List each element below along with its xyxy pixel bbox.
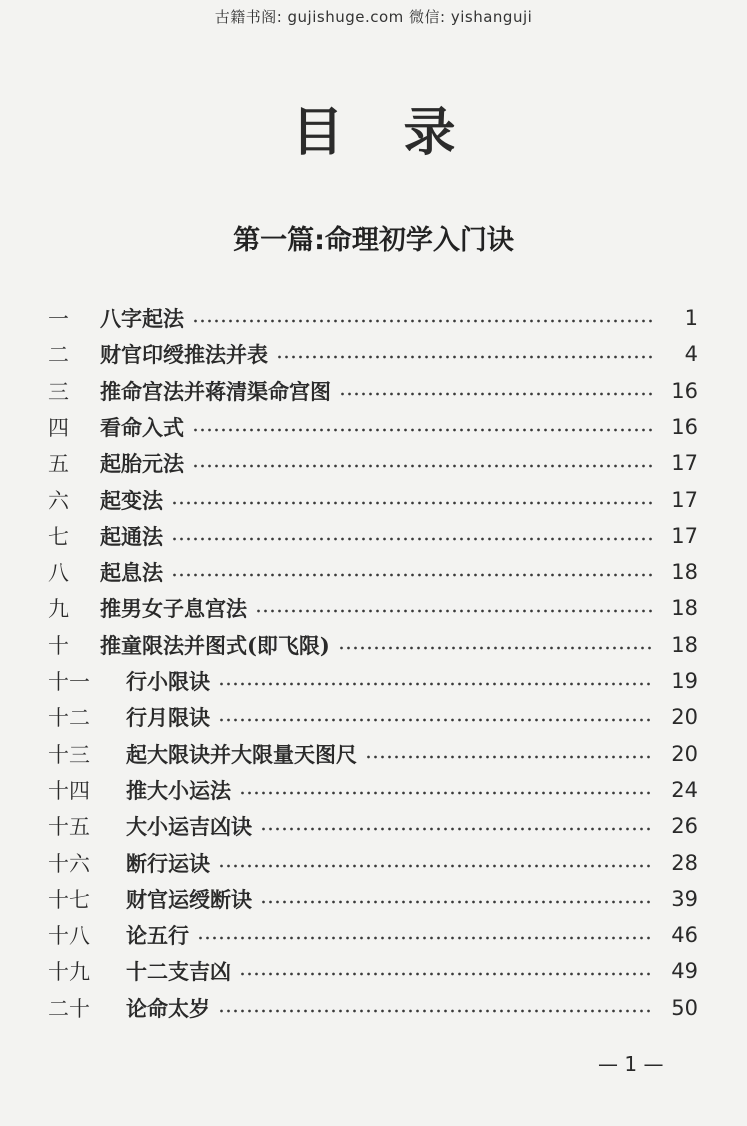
dot-leader — [197, 936, 654, 940]
dot-leader — [192, 428, 654, 432]
toc-entry-number: 二十 — [48, 996, 90, 1021]
toc-entry[interactable] — [48, 772, 698, 808]
toc-entry[interactable] — [48, 990, 698, 1026]
toc-entry-number: 九 — [48, 597, 69, 622]
toc-entry-number: 十七 — [48, 887, 90, 912]
toc-entry[interactable] — [48, 518, 698, 554]
toc-entry-number: 十一 — [48, 670, 90, 694]
dot-leader — [239, 972, 654, 976]
dot-leader — [339, 392, 654, 396]
toc-entry-title: 起通法 — [100, 523, 163, 549]
toc-entry[interactable] — [48, 482, 698, 518]
toc-entry-title: 看命入式 — [100, 414, 184, 440]
toc-entry-page: 20 — [671, 705, 698, 730]
toc-entry-page: 18 — [671, 560, 698, 585]
dot-leader — [192, 319, 654, 323]
toc-entry-page: 20 — [671, 741, 698, 766]
toc-entry-title: 起胎元法 — [100, 451, 184, 477]
toc-entry-page: 18 — [671, 632, 698, 657]
toc-entry-title: 推童限法并图式(即飞限) — [100, 632, 330, 658]
toc-entry-number: 五 — [48, 452, 69, 477]
page-title: 目录 — [291, 103, 516, 163]
dot-leader — [239, 791, 654, 795]
toc-entry-page: 18 — [671, 596, 698, 621]
dot-leader — [192, 464, 654, 468]
dot-leader — [218, 718, 654, 722]
toc-entry-page: 4 — [684, 342, 698, 367]
toc-entry[interactable] — [48, 808, 698, 844]
toc-entry-page: 17 — [671, 487, 698, 512]
toc-entry-page: 46 — [671, 923, 698, 948]
toc-entry-page: 26 — [671, 814, 698, 839]
dot-leader — [260, 900, 654, 904]
toc-entry[interactable] — [48, 554, 698, 590]
toc-entry-title: 断行运诀 — [126, 850, 210, 876]
toc-entry-number: 十九 — [48, 960, 90, 985]
toc-entry-title: 十二支吉凶 — [126, 959, 231, 985]
toc-entry[interactable] — [48, 336, 698, 372]
toc-entry-number: 四 — [48, 415, 69, 440]
toc-entry-number: 三 — [48, 379, 69, 404]
section-heading: 第一篇:命理初学入门诀 — [233, 225, 514, 256]
toc-entry-page: 24 — [671, 777, 698, 802]
toc-entry-title: 财官运绶断诀 — [126, 886, 252, 912]
dot-leader — [276, 355, 654, 359]
dot-leader — [255, 609, 654, 613]
toc-entry[interactable] — [48, 300, 698, 336]
toc-entry[interactable] — [48, 663, 698, 699]
toc-entry[interactable] — [48, 409, 698, 445]
toc-entry[interactable] — [48, 373, 698, 409]
toc-entry-number: 十四 — [48, 778, 90, 803]
toc-entry[interactable] — [48, 699, 698, 735]
toc-entry-page: 50 — [671, 995, 698, 1020]
page-number: — 1 — — [598, 1052, 664, 1076]
toc-entry[interactable] — [48, 953, 698, 989]
toc-entry-number: 十八 — [48, 924, 90, 949]
dot-leader — [171, 573, 654, 577]
toc-entry-page: 39 — [671, 886, 698, 911]
toc-entry-title: 起变法 — [100, 487, 163, 513]
toc-entry[interactable] — [48, 881, 698, 917]
toc-entry[interactable] — [48, 445, 698, 481]
dot-leader — [171, 501, 654, 505]
toc-entry[interactable] — [48, 590, 698, 626]
toc-entry-number: 十 — [48, 633, 69, 658]
toc-entry-page: 28 — [671, 850, 698, 875]
dot-leader — [260, 827, 654, 831]
toc-entry-number: 二 — [48, 343, 69, 368]
toc-entry-number: 八 — [48, 561, 69, 586]
toc-entry-page: 17 — [671, 523, 698, 548]
toc-entry-number: 十六 — [48, 851, 90, 876]
dot-leader — [365, 755, 654, 759]
toc-entry-number: 十三 — [48, 742, 90, 767]
toc-entry-title: 八字起法 — [100, 306, 184, 331]
dot-leader — [218, 1009, 654, 1013]
toc-entry-page: 17 — [671, 451, 698, 476]
toc-entry[interactable] — [48, 736, 698, 772]
toc-entry-page: 16 — [671, 414, 698, 439]
toc-entry-title: 推大小运法 — [126, 777, 231, 803]
toc-entry[interactable] — [48, 917, 698, 953]
toc-entry-page: 19 — [671, 669, 698, 693]
toc-entry-title: 行月限诀 — [126, 705, 210, 731]
toc-entry-title: 推男女子息宫法 — [100, 596, 247, 622]
dot-leader — [218, 864, 654, 868]
toc-entry-number: 十五 — [48, 815, 90, 840]
toc-entry-number: 七 — [48, 524, 69, 549]
toc-entry-title: 起息法 — [100, 560, 163, 586]
toc-entry-page: 1 — [684, 306, 698, 330]
dot-leader — [218, 682, 654, 686]
dot-leader — [338, 646, 654, 650]
toc-entry-title: 推命宫法并蒋清渠命宫图 — [100, 378, 331, 404]
toc-entry-title: 大小运吉凶诀 — [126, 814, 252, 840]
toc-entry-title: 起大限诀并大限量天图尺 — [126, 741, 357, 767]
toc-entry-number: 十二 — [48, 706, 90, 731]
toc-entry-title: 论命太岁 — [126, 995, 210, 1021]
toc-entry[interactable] — [48, 627, 698, 663]
site-watermark: 古籍书阁: gujishuge.com 微信: yishanguji — [214, 8, 533, 26]
toc-entry-number: 一 — [48, 307, 69, 331]
toc-entry-title: 财官印绶推法并表 — [100, 342, 268, 368]
toc-entry-page: 16 — [671, 378, 698, 403]
toc-entry-number: 六 — [48, 488, 69, 513]
toc-entry-title: 行小限诀 — [126, 669, 210, 694]
dot-leader — [171, 537, 654, 541]
toc-entry[interactable] — [48, 845, 698, 881]
toc-entry-title: 论五行 — [126, 923, 189, 949]
toc-entry-page: 49 — [671, 959, 698, 984]
